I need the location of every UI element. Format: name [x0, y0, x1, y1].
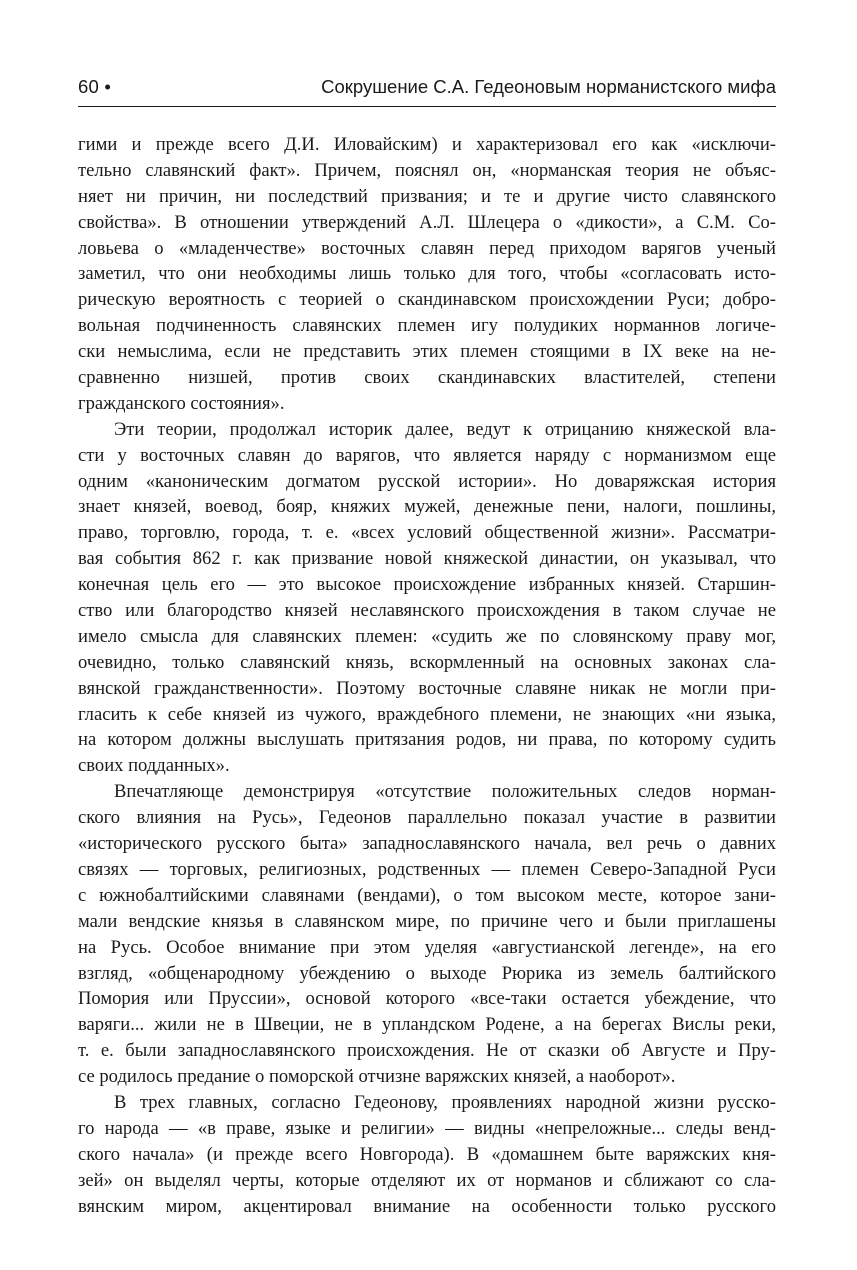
text-line: имело смысла для славянских племен: «судить же по словянскому праву мог, — [78, 625, 776, 647]
text-line: ски немыслима, если не представить этих племен стоящими в IX веке на не- — [78, 341, 776, 363]
text-line: го народа — «в праве, языке и религии» — видны «непреложные... следы венд- — [78, 1117, 776, 1139]
text-line: конечная цель его — это высокое происхождение избранных князей. Старшин- — [78, 574, 776, 596]
text-line: взгляд, «общенародному убеждению о выходе Рюрика из земель балтийского — [78, 962, 776, 984]
text-line: рическую вероятность с теорией о скандинавском происхождении Руси; добро- — [78, 289, 776, 311]
text-line: В трех главных, согласно Гедеонову, проявлениях народной жизни русско- — [114, 1091, 776, 1113]
running-title: Сокрушение С.А. Гедеоновым норманистского мифа — [321, 76, 776, 97]
text-line: с южнобалтийскими славянами (вендами), о том высоком месте, которое зани- — [78, 884, 776, 906]
page-number: 60 • — [78, 76, 111, 97]
text-line: заметил, что они необходимы лишь только для того, чтобы «согласовать исто- — [78, 263, 776, 285]
text-line: Помория или Пруссии», основой которого «все-таки остается убеждение, что — [78, 988, 776, 1010]
text-line: очевидно, только славянский князь, вскормленный на основных законах сла- — [78, 651, 776, 673]
text-line: Эти теории, продолжал историк далее, ведут к отрицанию княжеской вла- — [114, 418, 776, 440]
text-line: своих подданных». — [78, 755, 230, 777]
text-line: ского влияния на Русь», Гедеонов параллельно показал участие в развитии — [78, 807, 776, 829]
running-header — [78, 70, 776, 107]
text-line: вянской гражданственности». Поэтому восточные славяне никак не могли при- — [78, 677, 776, 699]
text-line: гражданского состояния». — [78, 392, 285, 414]
book-page — [78, 0, 776, 1270]
text-line: варяги... жили не в Швеции, не в упландском Родене, а на берегах Вислы реки, — [78, 1014, 776, 1036]
text-line: т. е. были западнославянского происхождения. Не от сказки об Августе и Пру- — [78, 1040, 776, 1062]
paragraph — [78, 417, 776, 779]
text-line: одним «каноническим догматом русской истории». Но доваряжская история — [78, 470, 776, 492]
paragraph — [78, 779, 776, 1090]
text-line: вая события 862 г. как призвание новой княжеской династии, он указывал, что — [78, 548, 776, 570]
text-line: вольная подчиненность славянских племен игу полудиких норманнов логиче- — [78, 315, 776, 337]
text-line: Впечатляюще демонстрируя «отсутствие положительных следов норман- — [114, 781, 776, 803]
text-line: знает князей, воевод, бояр, княжих мужей, денежные пени, налоги, пошлины, — [78, 496, 776, 518]
text-line: на котором должны выслушать притязания родов, ни права, по которому судить — [78, 729, 776, 751]
text-line: гласить к себе князей из чужого, враждебного племени, не знающих «ни языка, — [78, 703, 776, 725]
text-line: ского начала» (и прежде всего Новгорода). В «домашнем быте варяжских кня- — [78, 1143, 776, 1165]
text-line: «исторического русского быта» западнославянского начала, вел речь о давних — [78, 833, 776, 855]
text-line: сравненно низшей, против своих скандинавских властителей, степени — [78, 367, 776, 389]
text-line: вянским миром, акцентировал внимание на особенности только русского — [78, 1195, 776, 1217]
text-line: се родилось предание о поморской отчизне варяжских князей, а наоборот». — [78, 1066, 676, 1088]
text-line: ство или благородство князей неславянского происхождения в таком случае не — [78, 600, 776, 622]
text-line: няет ни причин, ни последствий призвания; и те и другие чисто славянского — [78, 185, 776, 207]
text-line: мали вендские князья в славянском мире, по причине чего и были приглашены — [78, 910, 776, 932]
paragraph — [78, 132, 776, 417]
paragraph — [78, 1090, 776, 1219]
text-line: право, торговлю, города, т. е. «всех условий общественной жизни». Рассматри- — [78, 522, 776, 544]
text-line: на Русь. Особое внимание при этом уделяя «августианской легенде», на его — [78, 936, 776, 958]
text-line: зей» он выделял черты, которые отделяют их от норманов и сближают со сла- — [78, 1169, 776, 1191]
text-line: гими и прежде всего Д.И. Иловайским) и характеризовал его как «исключи- — [78, 134, 776, 155]
text-line: тельно славянский факт». Причем, пояснял он, «норманская теория не объяс- — [78, 159, 776, 181]
text-line: свойства». В отношении утверждений А.Л. Шлецера о «дикости», а С.М. Со- — [78, 211, 776, 233]
body-text — [78, 132, 776, 1219]
text-line: связях — торговых, религиозных, родственных — племен Северо-Западной Руси — [78, 858, 776, 880]
text-line: сти у восточных славян до варягов, что является наряду с норманизмом еще — [78, 444, 776, 466]
text-line: ловьева о «младенчестве» восточных славян перед приходом варягов ученый — [78, 237, 776, 259]
